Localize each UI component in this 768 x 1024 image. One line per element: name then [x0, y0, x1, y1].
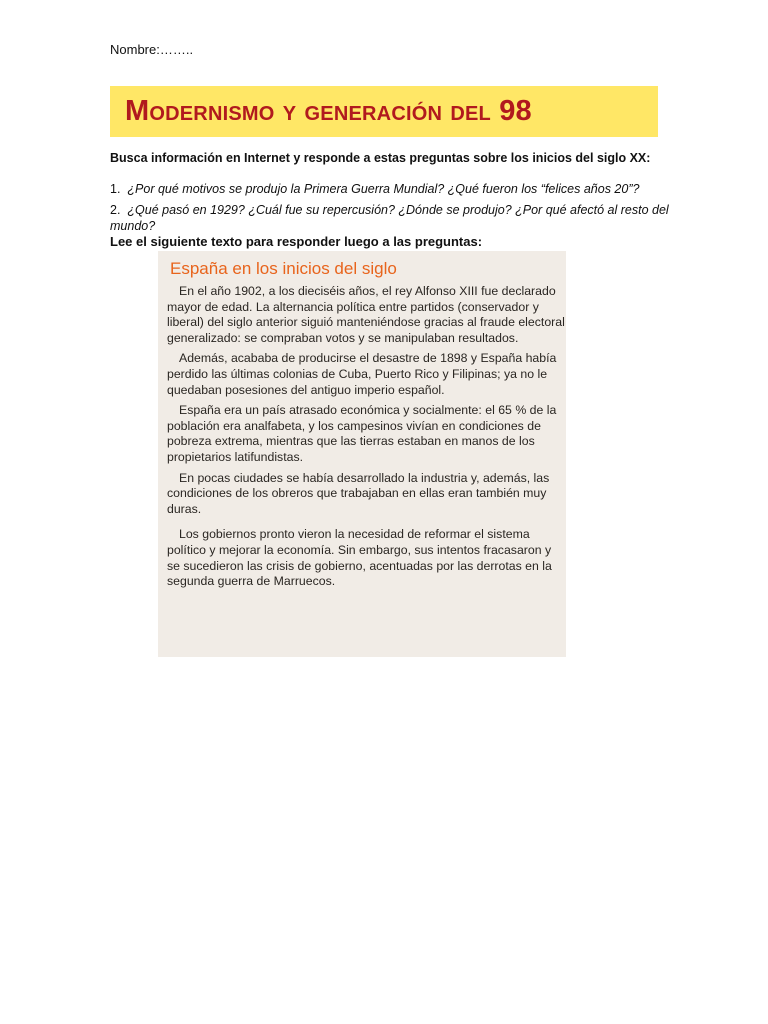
reading-paragraph	[167, 471, 566, 518]
reading-paragraph	[167, 284, 566, 346]
paragraph-text: Los gobiernos pronto vieron la necesidad de reformar el sistema político y mejorar la economía. Sin embargo, sus intentos fracasaron y se sucedieron las crisis de gobierno, acentuadas por las derrotas en la segunda guerra de Marruecos.	[167, 527, 552, 589]
reading-paragraph	[167, 403, 566, 465]
instructions: Busca información en Internet y responde a estas preguntas sobre los inicios del siglo XX:	[110, 151, 651, 165]
name-field-label: Nombre:……..	[110, 42, 194, 57]
title-banner	[110, 86, 658, 137]
question-text: ¿Por qué motivos se produjo la Primera Guerra Mundial? ¿Qué fueron los “felices años 20”?	[127, 182, 640, 196]
paragraph-text: En el año 1902, a los dieciséis años, el rey Alfonso XIII fue declarado mayor de edad. La alternancia política entre partidos (conservador y liberal) del siglo anterior siguió manteniéndose gracias al fraude electoral generalizado: se compraban votos y se manipulaban resultados.	[167, 284, 565, 345]
question-2	[110, 202, 670, 234]
paragraph-text: España era un país atrasado económica y socialmente: el 65 % de la población era analfabeta, y los campesinos vivían en condiciones de pobreza extrema, mientras que las tierras estaban en manos de los propietarios latifundistas.	[167, 403, 557, 464]
scanned-text-image	[158, 251, 566, 657]
reading-body	[167, 284, 566, 595]
question-text: ¿Qué pasó en 1929? ¿Cuál fue su repercusión? ¿Dónde se produjo? ¿Por qué afectó al resto del mundo?	[110, 203, 669, 233]
reading-prompt: Lee el siguiente texto para responder luego a las preguntas:	[110, 234, 483, 249]
page-title: Modernismo y generación del 98	[125, 95, 532, 127]
question-number: 1.	[110, 182, 121, 196]
reading-paragraph	[167, 351, 566, 398]
paragraph-text: Además, acababa de producirse el desastre de 1898 y España había perdido las últimas colonias de Cuba, Puerto Rico y Filipinas; ya no le quedaban posesiones del antiguo imperio español.	[167, 351, 557, 397]
question-1	[110, 182, 639, 196]
paragraph-text: En pocas ciudades se había desarrollado la industria y, además, las condiciones de los obreros que trabajaban en ellas eran también muy duras.	[167, 470, 550, 516]
reading-title: España en los inicios del siglo	[170, 259, 397, 278]
question-number: 2.	[110, 203, 121, 217]
reading-paragraph	[167, 527, 566, 589]
